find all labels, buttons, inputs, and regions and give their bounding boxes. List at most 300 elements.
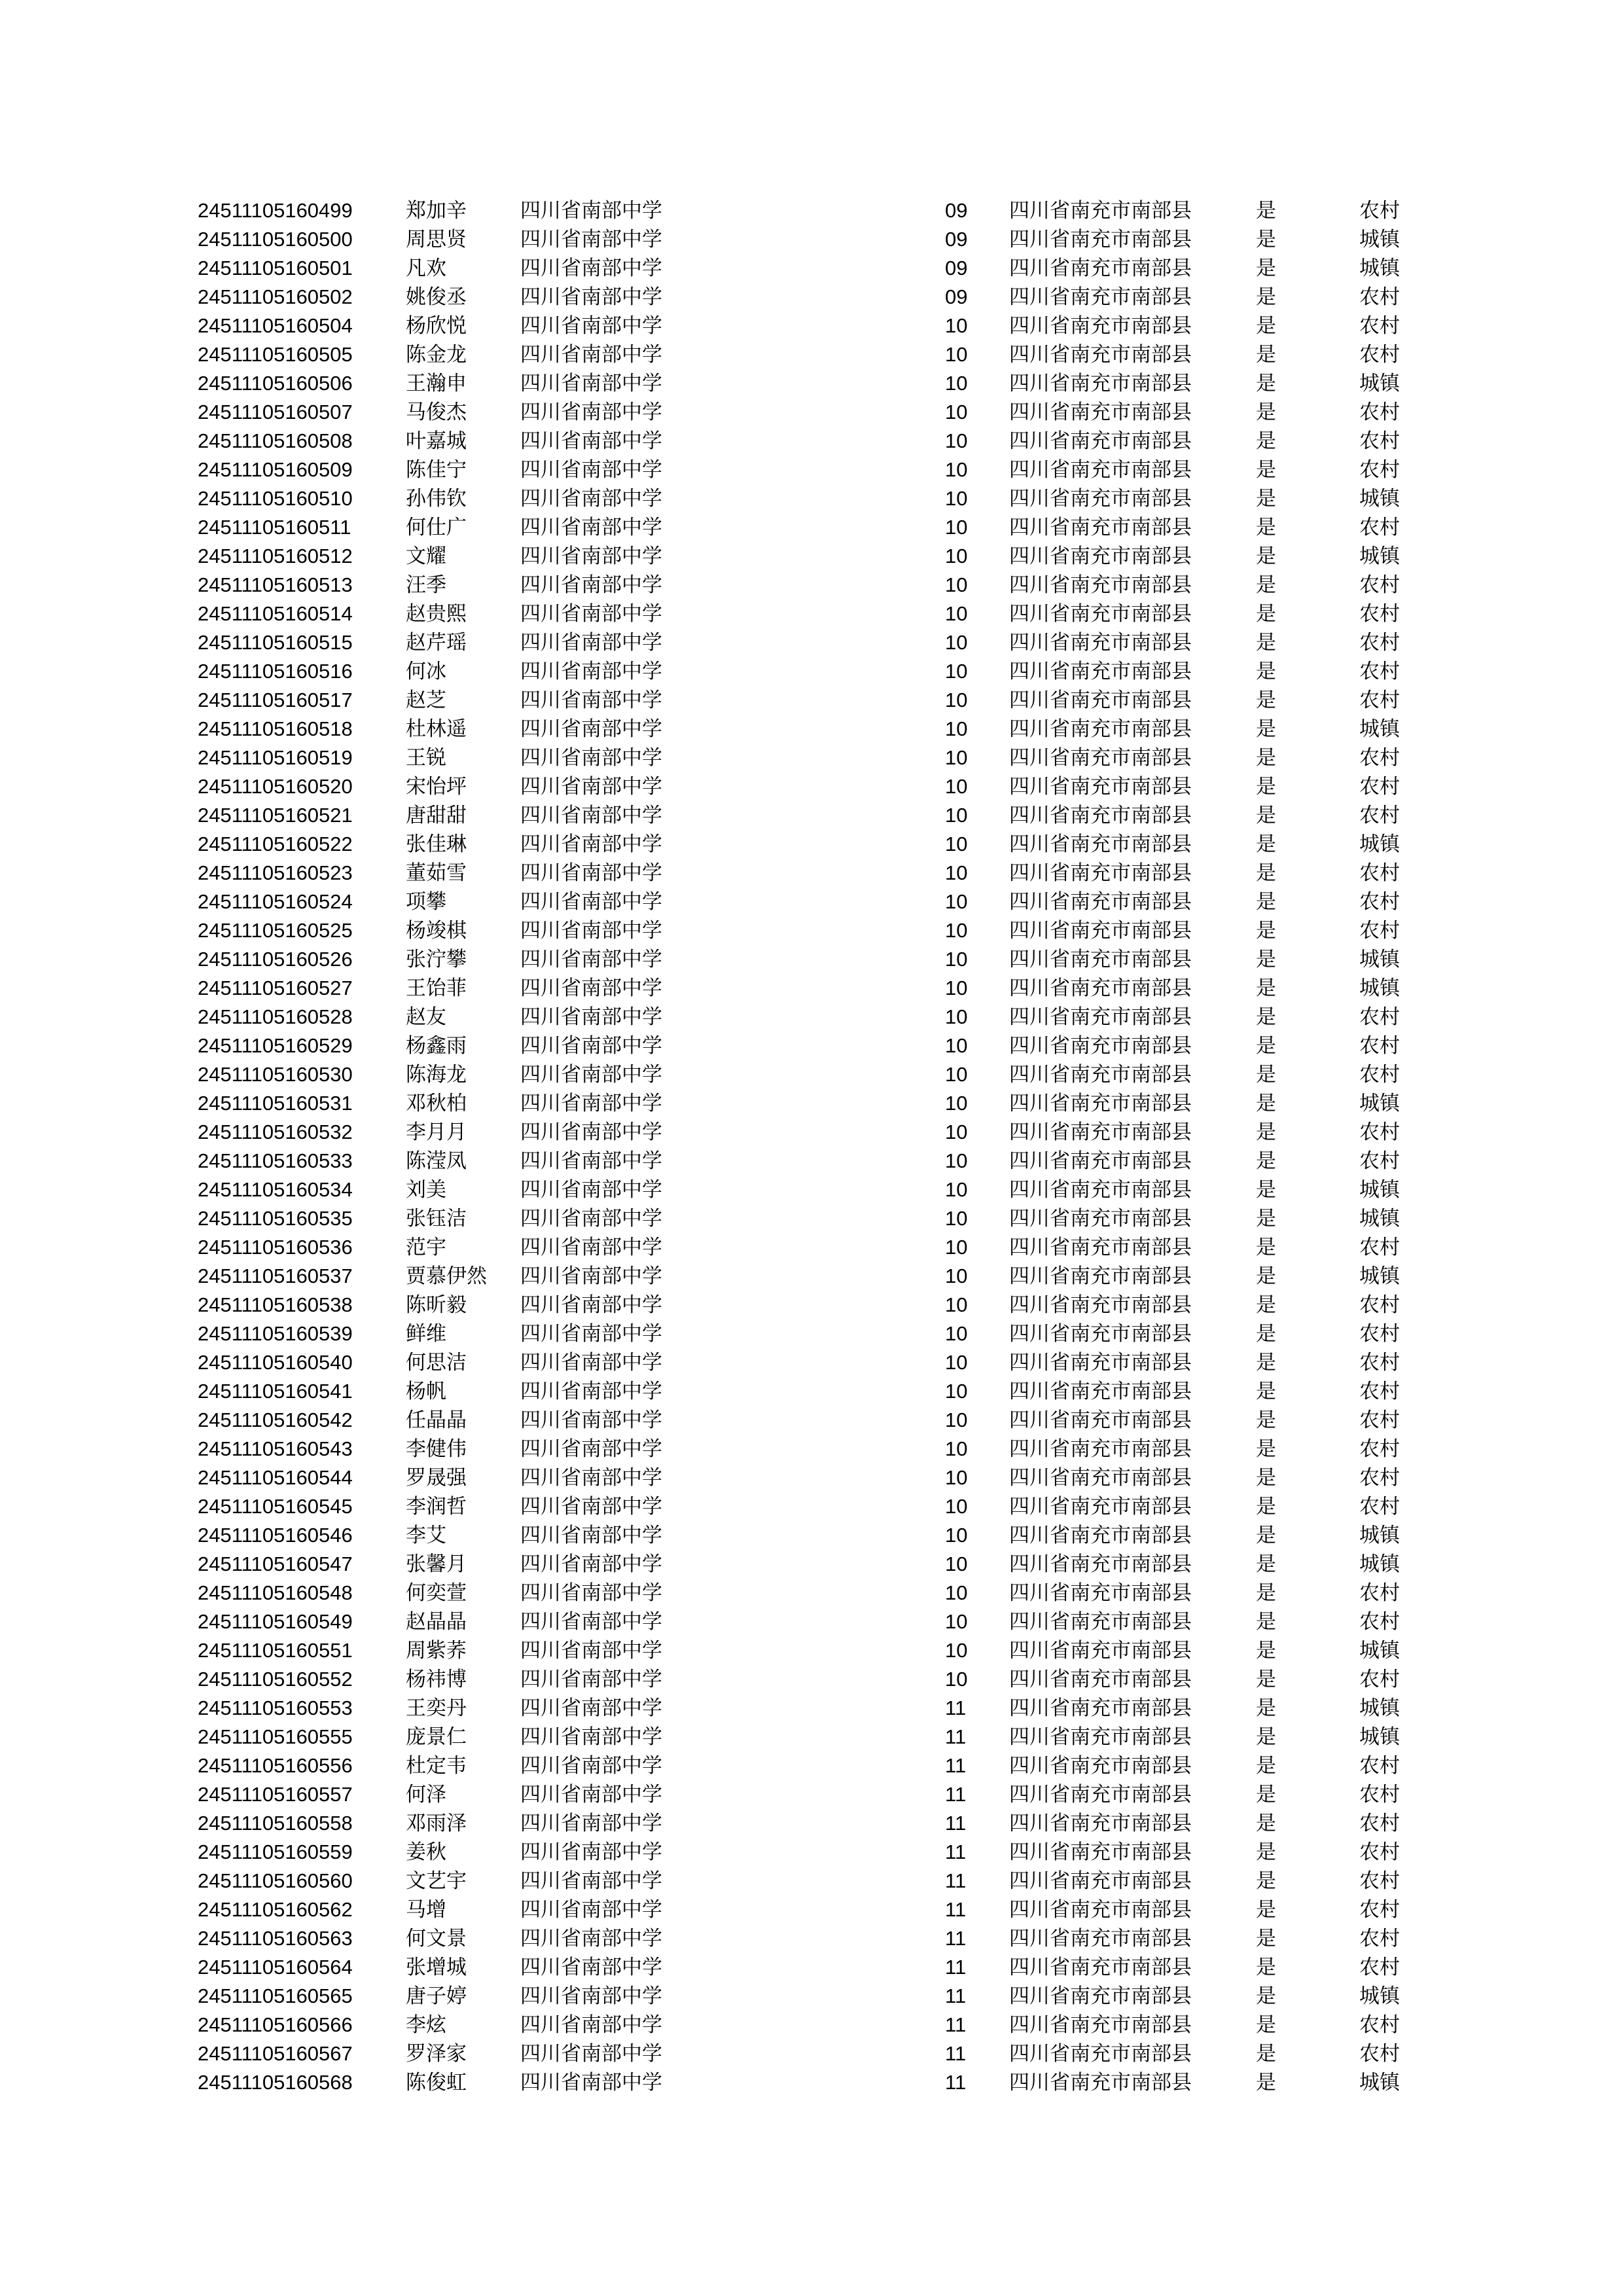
student-id-cell: 24511105160548 xyxy=(198,1581,353,1604)
class-cell: 10 xyxy=(945,1380,968,1403)
student-id-cell: 24511105160499 xyxy=(198,199,353,222)
eligible-cell: 是 xyxy=(1256,516,1276,539)
class-cell: 10 xyxy=(945,487,968,510)
region-cell: 四川省南充市南部县 xyxy=(1009,1034,1192,1058)
school-cell: 四川省南部中学 xyxy=(520,1265,662,1288)
eligible-cell: 是 xyxy=(1256,1351,1276,1374)
student-id-cell: 24511105160519 xyxy=(198,746,353,769)
class-cell: 11 xyxy=(945,1956,967,1979)
region-cell: 四川省南充市南部县 xyxy=(1009,1092,1192,1115)
eligible-cell: 是 xyxy=(1256,1783,1276,1806)
region-cell: 四川省南充市南部县 xyxy=(1009,775,1192,798)
table-row xyxy=(198,340,1441,369)
school-cell: 四川省南部中学 xyxy=(520,257,662,280)
residence-type-cell: 农村 xyxy=(1359,631,1400,655)
table-row xyxy=(198,1607,1441,1636)
school-cell: 四川省南部中学 xyxy=(520,1351,662,1374)
student-id-cell: 24511105160562 xyxy=(198,1898,353,1921)
table-row xyxy=(198,1175,1441,1204)
residence-type-cell: 农村 xyxy=(1359,1293,1400,1317)
student-name-cell: 张佳琳 xyxy=(406,833,467,856)
residence-type-cell: 农村 xyxy=(1359,1034,1400,1058)
table-row xyxy=(198,542,1441,571)
student-name-cell: 姜秋 xyxy=(406,1840,446,1864)
student-id-cell: 24511105160511 xyxy=(198,516,351,539)
residence-type-cell: 农村 xyxy=(1359,1869,1400,1893)
class-cell: 10 xyxy=(945,1005,968,1028)
student-name-cell: 邓秋柏 xyxy=(406,1092,467,1115)
student-name-cell: 马俊杰 xyxy=(406,401,467,424)
region-cell: 四川省南充市南部县 xyxy=(1009,833,1192,856)
eligible-cell: 是 xyxy=(1256,1380,1276,1403)
region-cell: 四川省南充市南部县 xyxy=(1009,487,1192,511)
table-row xyxy=(198,1204,1441,1233)
region-cell: 四川省南充市南部县 xyxy=(1009,689,1192,712)
class-cell: 11 xyxy=(945,2013,967,2036)
table-row xyxy=(198,2011,1441,2039)
region-cell: 四川省南充市南部县 xyxy=(1009,1927,1192,1950)
school-cell: 四川省南部中学 xyxy=(520,631,662,655)
table-row xyxy=(198,686,1441,715)
eligible-cell: 是 xyxy=(1256,1869,1276,1893)
residence-type-cell: 农村 xyxy=(1359,919,1400,942)
table-row xyxy=(198,945,1441,974)
region-cell: 四川省南充市南部县 xyxy=(1009,1149,1192,1173)
eligible-cell: 是 xyxy=(1256,343,1276,367)
school-cell: 四川省南部中学 xyxy=(520,1408,662,1432)
student-id-cell: 24511105160540 xyxy=(198,1351,353,1374)
student-name-cell: 杨欣悦 xyxy=(406,314,467,338)
school-cell: 四川省南部中学 xyxy=(520,1178,662,1202)
residence-type-cell: 农村 xyxy=(1359,861,1400,885)
school-cell: 四川省南部中学 xyxy=(520,1898,662,1922)
student-id-cell: 24511105160535 xyxy=(198,1207,353,1230)
table-row xyxy=(198,628,1441,657)
student-name-cell: 张增城 xyxy=(406,1956,467,1979)
class-cell: 11 xyxy=(945,1927,967,1950)
class-cell: 10 xyxy=(945,948,968,971)
region-cell: 四川省南充市南部县 xyxy=(1009,1265,1192,1288)
student-name-cell: 李润哲 xyxy=(406,1495,467,1518)
eligible-cell: 是 xyxy=(1256,199,1276,223)
student-id-cell: 24511105160568 xyxy=(198,2071,353,2094)
region-cell: 四川省南充市南部县 xyxy=(1009,1639,1192,1662)
eligible-cell: 是 xyxy=(1256,1524,1276,1547)
school-cell: 四川省南部中学 xyxy=(520,573,662,597)
class-cell: 10 xyxy=(945,1639,968,1662)
region-cell: 四川省南充市南部县 xyxy=(1009,1984,1192,2008)
residence-type-cell: 农村 xyxy=(1359,1754,1400,1778)
table-row xyxy=(198,916,1441,945)
student-name-cell: 姚俊丞 xyxy=(406,285,467,309)
region-cell: 四川省南充市南部县 xyxy=(1009,2013,1192,2037)
region-cell: 四川省南充市南部县 xyxy=(1009,977,1192,1000)
student-name-cell: 张钰洁 xyxy=(406,1207,467,1230)
school-cell: 四川省南部中学 xyxy=(520,516,662,539)
class-cell: 10 xyxy=(945,314,968,337)
region-cell: 四川省南充市南部县 xyxy=(1009,890,1192,914)
class-cell: 11 xyxy=(945,1725,967,1748)
residence-type-cell: 农村 xyxy=(1359,2013,1400,2037)
residence-type-cell: 农村 xyxy=(1359,429,1400,453)
residence-type-cell: 农村 xyxy=(1359,1121,1400,1144)
student-roster-table xyxy=(198,196,1441,2097)
student-id-cell: 24511105160528 xyxy=(198,1005,353,1028)
student-id-cell: 24511105160530 xyxy=(198,1063,353,1086)
eligible-cell: 是 xyxy=(1256,1668,1276,1691)
table-row xyxy=(198,1377,1441,1406)
residence-type-cell: 农村 xyxy=(1359,689,1400,712)
region-cell: 四川省南充市南部县 xyxy=(1009,1236,1192,1259)
school-cell: 四川省南部中学 xyxy=(520,1581,662,1605)
school-cell: 四川省南部中学 xyxy=(520,1063,662,1086)
student-name-cell: 周思贤 xyxy=(406,228,467,251)
region-cell: 四川省南充市南部县 xyxy=(1009,1668,1192,1691)
school-cell: 四川省南部中学 xyxy=(520,1322,662,1346)
student-id-cell: 24511105160533 xyxy=(198,1149,353,1172)
student-name-cell: 项攀 xyxy=(406,890,446,914)
class-cell: 09 xyxy=(945,285,968,308)
class-cell: 10 xyxy=(945,1265,968,1287)
class-cell: 10 xyxy=(945,631,968,654)
student-name-cell: 李炫 xyxy=(406,2013,446,2037)
student-id-cell: 24511105160557 xyxy=(198,1783,353,1806)
table-row xyxy=(198,657,1441,686)
school-cell: 四川省南部中学 xyxy=(520,890,662,914)
eligible-cell: 是 xyxy=(1256,746,1276,770)
region-cell: 四川省南充市南部县 xyxy=(1009,1840,1192,1864)
student-id-cell: 24511105160566 xyxy=(198,2013,353,2036)
school-cell: 四川省南部中学 xyxy=(520,1034,662,1058)
eligible-cell: 是 xyxy=(1256,2042,1276,2066)
region-cell: 四川省南充市南部县 xyxy=(1009,199,1192,223)
student-id-cell: 24511105160542 xyxy=(198,1408,353,1431)
eligible-cell: 是 xyxy=(1256,573,1276,597)
class-cell: 10 xyxy=(945,343,968,366)
table-row xyxy=(198,859,1441,888)
table-row xyxy=(198,1463,1441,1492)
student-id-cell: 24511105160509 xyxy=(198,458,353,481)
residence-type-cell: 农村 xyxy=(1359,602,1400,626)
student-name-cell: 孙伟钦 xyxy=(406,487,467,511)
region-cell: 四川省南充市南部县 xyxy=(1009,1322,1192,1346)
student-name-cell: 陈昕毅 xyxy=(406,1293,467,1317)
student-id-cell: 24511105160506 xyxy=(198,372,353,395)
eligible-cell: 是 xyxy=(1256,833,1276,856)
class-cell: 10 xyxy=(945,1178,968,1201)
residence-type-cell: 农村 xyxy=(1359,804,1400,827)
student-id-cell: 24511105160556 xyxy=(198,1754,353,1777)
eligible-cell: 是 xyxy=(1256,458,1276,482)
class-cell: 10 xyxy=(945,1581,968,1604)
region-cell: 四川省南充市南部县 xyxy=(1009,602,1192,626)
eligible-cell: 是 xyxy=(1256,861,1276,885)
school-cell: 四川省南部中学 xyxy=(520,660,662,683)
school-cell: 四川省南部中学 xyxy=(520,1696,662,1720)
residence-type-cell: 城镇 xyxy=(1359,545,1400,568)
eligible-cell: 是 xyxy=(1256,919,1276,942)
region-cell: 四川省南充市南部县 xyxy=(1009,573,1192,597)
class-cell: 10 xyxy=(945,1063,968,1086)
student-name-cell: 赵芹瑶 xyxy=(406,631,467,655)
student-name-cell: 鲜维 xyxy=(406,1322,446,1346)
class-cell: 11 xyxy=(945,1696,967,1719)
residence-type-cell: 农村 xyxy=(1359,1840,1400,1864)
student-name-cell: 杜林遥 xyxy=(406,717,467,741)
class-cell: 10 xyxy=(945,977,968,999)
student-name-cell: 陈俊虹 xyxy=(406,2071,467,2094)
student-id-cell: 24511105160537 xyxy=(198,1265,353,1287)
student-name-cell: 张馨月 xyxy=(406,1552,467,1576)
table-row xyxy=(198,974,1441,1003)
region-cell: 四川省南充市南部县 xyxy=(1009,1495,1192,1518)
school-cell: 四川省南部中学 xyxy=(520,1639,662,1662)
class-cell: 10 xyxy=(945,1552,968,1575)
school-cell: 四川省南部中学 xyxy=(520,1380,662,1403)
eligible-cell: 是 xyxy=(1256,1063,1276,1086)
residence-type-cell: 城镇 xyxy=(1359,372,1400,395)
eligible-cell: 是 xyxy=(1256,717,1276,741)
student-id-cell: 24511105160525 xyxy=(198,919,353,942)
student-id-cell: 24511105160555 xyxy=(198,1725,353,1748)
class-cell: 10 xyxy=(945,1092,968,1115)
residence-type-cell: 城镇 xyxy=(1359,1552,1400,1576)
eligible-cell: 是 xyxy=(1256,631,1276,655)
school-cell: 四川省南部中学 xyxy=(520,804,662,827)
student-id-cell: 24511105160527 xyxy=(198,977,353,999)
table-row xyxy=(198,1291,1441,1319)
table-row xyxy=(198,2039,1441,2068)
student-name-cell: 唐甜甜 xyxy=(406,804,467,827)
class-cell: 10 xyxy=(945,1408,968,1431)
eligible-cell: 是 xyxy=(1256,1466,1276,1490)
table-row xyxy=(198,1579,1441,1607)
table-row xyxy=(198,1665,1441,1694)
eligible-cell: 是 xyxy=(1256,1121,1276,1144)
eligible-cell: 是 xyxy=(1256,2013,1276,2037)
student-id-cell: 24511105160513 xyxy=(198,573,353,596)
school-cell: 四川省南部中学 xyxy=(520,487,662,511)
table-row xyxy=(198,772,1441,801)
student-name-cell: 陈金龙 xyxy=(406,343,467,367)
eligible-cell: 是 xyxy=(1256,660,1276,683)
student-id-cell: 24511105160501 xyxy=(198,257,353,279)
student-id-cell: 24511105160510 xyxy=(198,487,353,510)
region-cell: 四川省南充市南部县 xyxy=(1009,1898,1192,1922)
class-cell: 10 xyxy=(945,775,968,798)
school-cell: 四川省南部中学 xyxy=(520,1236,662,1259)
student-name-cell: 汪季 xyxy=(406,573,446,597)
residence-type-cell: 城镇 xyxy=(1359,487,1400,511)
eligible-cell: 是 xyxy=(1256,1840,1276,1864)
eligible-cell: 是 xyxy=(1256,977,1276,1000)
school-cell: 四川省南部中学 xyxy=(520,285,662,309)
student-name-cell: 何思洁 xyxy=(406,1351,467,1374)
student-id-cell: 24511105160565 xyxy=(198,1984,353,2007)
class-cell: 10 xyxy=(945,1121,968,1143)
eligible-cell: 是 xyxy=(1256,1092,1276,1115)
class-cell: 10 xyxy=(945,458,968,481)
class-cell: 10 xyxy=(945,545,968,567)
region-cell: 四川省南充市南部县 xyxy=(1009,1408,1192,1432)
student-name-cell: 叶嘉城 xyxy=(406,429,467,453)
region-cell: 四川省南充市南部县 xyxy=(1009,660,1192,683)
student-id-cell: 24511105160529 xyxy=(198,1034,353,1057)
student-id-cell: 24511105160517 xyxy=(198,689,353,711)
table-row xyxy=(198,283,1441,312)
region-cell: 四川省南充市南部县 xyxy=(1009,314,1192,338)
table-row xyxy=(198,1118,1441,1147)
student-name-cell: 赵友 xyxy=(406,1005,446,1029)
eligible-cell: 是 xyxy=(1256,1207,1276,1230)
residence-type-cell: 农村 xyxy=(1359,1380,1400,1403)
school-cell: 四川省南部中学 xyxy=(520,1092,662,1115)
student-name-cell: 王锐 xyxy=(406,746,446,770)
student-id-cell: 24511105160520 xyxy=(198,775,353,798)
student-id-cell: 24511105160559 xyxy=(198,1840,353,1863)
region-cell: 四川省南充市南部县 xyxy=(1009,545,1192,568)
residence-type-cell: 农村 xyxy=(1359,1236,1400,1259)
student-name-cell: 宋怡坪 xyxy=(406,775,467,798)
region-cell: 四川省南充市南部县 xyxy=(1009,1725,1192,1749)
student-name-cell: 李健伟 xyxy=(406,1437,467,1461)
student-id-cell: 24511105160524 xyxy=(198,890,353,913)
eligible-cell: 是 xyxy=(1256,1322,1276,1346)
student-id-cell: 24511105160521 xyxy=(198,804,353,827)
eligible-cell: 是 xyxy=(1256,285,1276,309)
region-cell: 四川省南充市南部县 xyxy=(1009,285,1192,309)
student-name-cell: 董茹雪 xyxy=(406,861,467,885)
region-cell: 四川省南充市南部县 xyxy=(1009,1293,1192,1317)
table-row xyxy=(198,1838,1441,1867)
eligible-cell: 是 xyxy=(1256,429,1276,453)
region-cell: 四川省南充市南部县 xyxy=(1009,631,1192,655)
school-cell: 四川省南部中学 xyxy=(520,977,662,1000)
school-cell: 四川省南部中学 xyxy=(520,2013,662,2037)
table-row xyxy=(198,427,1441,456)
table-row xyxy=(198,513,1441,542)
class-cell: 10 xyxy=(945,717,968,740)
student-name-cell: 庞景仁 xyxy=(406,1725,467,1749)
table-row xyxy=(198,830,1441,859)
school-cell: 四川省南部中学 xyxy=(520,602,662,626)
school-cell: 四川省南部中学 xyxy=(520,228,662,251)
eligible-cell: 是 xyxy=(1256,401,1276,424)
eligible-cell: 是 xyxy=(1256,1495,1276,1518)
table-row xyxy=(198,1636,1441,1665)
student-id-cell: 24511105160502 xyxy=(198,285,353,308)
student-name-cell: 杨祎博 xyxy=(406,1668,467,1691)
class-cell: 10 xyxy=(945,1668,968,1691)
school-cell: 四川省南部中学 xyxy=(520,2071,662,2094)
eligible-cell: 是 xyxy=(1256,1149,1276,1173)
school-cell: 四川省南部中学 xyxy=(520,861,662,885)
table-row xyxy=(198,1924,1441,1953)
class-cell: 09 xyxy=(945,228,968,251)
table-row xyxy=(198,715,1441,744)
eligible-cell: 是 xyxy=(1256,1610,1276,1634)
region-cell: 四川省南充市南部县 xyxy=(1009,1812,1192,1835)
student-name-cell: 凡欢 xyxy=(406,257,446,280)
class-cell: 10 xyxy=(945,861,968,884)
region-cell: 四川省南充市南部县 xyxy=(1009,861,1192,885)
eligible-cell: 是 xyxy=(1256,1236,1276,1259)
residence-type-cell: 城镇 xyxy=(1359,1524,1400,1547)
region-cell: 四川省南充市南部县 xyxy=(1009,458,1192,482)
region-cell: 四川省南充市南部县 xyxy=(1009,1610,1192,1634)
residence-type-cell: 城镇 xyxy=(1359,1696,1400,1720)
student-name-cell: 何仕广 xyxy=(406,516,467,539)
student-id-cell: 24511105160505 xyxy=(198,343,353,366)
region-cell: 四川省南充市南部县 xyxy=(1009,257,1192,280)
eligible-cell: 是 xyxy=(1256,1754,1276,1778)
student-name-cell: 李月月 xyxy=(406,1121,467,1144)
region-cell: 四川省南充市南部县 xyxy=(1009,1869,1192,1893)
eligible-cell: 是 xyxy=(1256,1552,1276,1576)
student-id-cell: 24511105160507 xyxy=(198,401,353,423)
table-row xyxy=(198,1031,1441,1060)
eligible-cell: 是 xyxy=(1256,1178,1276,1202)
eligible-cell: 是 xyxy=(1256,1293,1276,1317)
student-id-cell: 24511105160553 xyxy=(198,1696,353,1719)
residence-type-cell: 农村 xyxy=(1359,1437,1400,1461)
residence-type-cell: 农村 xyxy=(1359,1927,1400,1950)
school-cell: 四川省南部中学 xyxy=(520,2042,662,2066)
region-cell: 四川省南充市南部县 xyxy=(1009,1956,1192,1979)
student-id-cell: 24511105160564 xyxy=(198,1956,353,1979)
student-id-cell: 24511105160532 xyxy=(198,1121,353,1143)
residence-type-cell: 农村 xyxy=(1359,199,1400,223)
residence-type-cell: 城镇 xyxy=(1359,1265,1400,1288)
school-cell: 四川省南部中学 xyxy=(520,717,662,741)
region-cell: 四川省南充市南部县 xyxy=(1009,1063,1192,1086)
residence-type-cell: 农村 xyxy=(1359,1063,1400,1086)
school-cell: 四川省南部中学 xyxy=(520,1524,662,1547)
table-row xyxy=(198,1550,1441,1579)
student-id-cell: 24511105160552 xyxy=(198,1668,353,1691)
region-cell: 四川省南充市南部县 xyxy=(1009,804,1192,827)
student-name-cell: 贾慕伊然 xyxy=(406,1265,487,1288)
student-id-cell: 24511105160526 xyxy=(198,948,353,971)
class-cell: 10 xyxy=(945,1034,968,1057)
student-name-cell: 杜定韦 xyxy=(406,1754,467,1778)
table-row xyxy=(198,1867,1441,1895)
school-cell: 四川省南部中学 xyxy=(520,458,662,482)
eligible-cell: 是 xyxy=(1256,1034,1276,1058)
student-id-cell: 24511105160514 xyxy=(198,602,353,625)
student-name-cell: 赵晶晶 xyxy=(406,1610,467,1634)
table-row xyxy=(198,1262,1441,1291)
region-cell: 四川省南充市南部县 xyxy=(1009,228,1192,251)
table-row xyxy=(198,744,1441,772)
class-cell: 10 xyxy=(945,1466,968,1489)
student-id-cell: 24511105160543 xyxy=(198,1437,353,1460)
region-cell: 四川省南充市南部县 xyxy=(1009,1783,1192,1806)
student-id-cell: 24511105160541 xyxy=(198,1380,353,1403)
residence-type-cell: 农村 xyxy=(1359,775,1400,798)
school-cell: 四川省南部中学 xyxy=(520,1869,662,1893)
student-name-cell: 陈海龙 xyxy=(406,1063,467,1086)
student-id-cell: 24511105160567 xyxy=(198,2042,353,2065)
table-row xyxy=(198,484,1441,513)
class-cell: 11 xyxy=(945,1898,967,1921)
school-cell: 四川省南部中学 xyxy=(520,1610,662,1634)
class-cell: 10 xyxy=(945,1610,968,1633)
class-cell: 10 xyxy=(945,1149,968,1172)
eligible-cell: 是 xyxy=(1256,1812,1276,1835)
student-name-cell: 张泞攀 xyxy=(406,948,467,971)
class-cell: 11 xyxy=(945,2042,967,2065)
